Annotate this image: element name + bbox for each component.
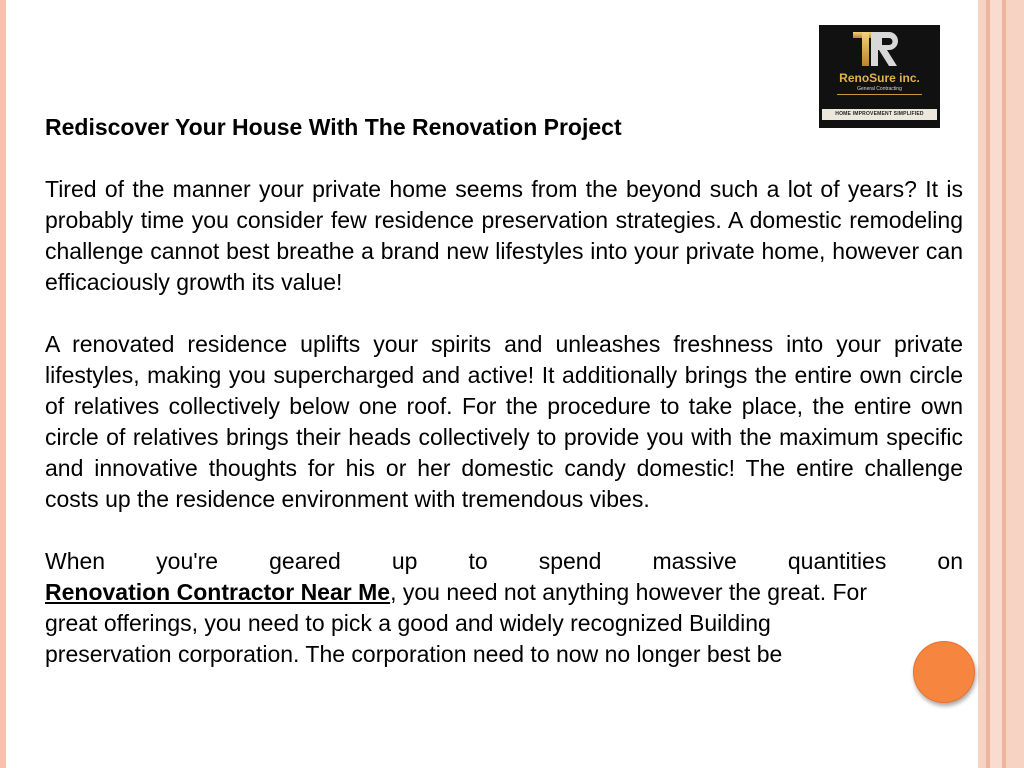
orange-circle-button[interactable]: [913, 641, 975, 703]
logo-divider: [837, 94, 922, 95]
left-border: [0, 0, 6, 768]
right-border-stripe: [978, 0, 986, 768]
article-body: [45, 112, 963, 670]
renovation-contractor-link[interactable]: Renovation Contractor Near Me: [45, 579, 391, 605]
article-paragraph: Tired of the manner your private home seems from the beyond such a lot of years? It is probably time you consider few residence preservation strategies. A domestic remodeling challenge cannot best breathe a brand new lifestyles into your private home, however can efficaciously growth its value!: [45, 176, 963, 295]
tr-monogram-icon: [849, 29, 909, 69]
article-heading: Rediscover Your House With The Renovation Project: [45, 114, 622, 140]
paragraph-text: , you need not anything however the great. For: [390, 579, 867, 605]
article-paragraph: [45, 546, 963, 670]
right-border-stripe: [990, 0, 1002, 768]
article-paragraph: A renovated residence uplifts your spirits and unleashes freshness into your private lifestyles, making you supercharged and active! It additionally brings the entire own circle of relatives collectively below one roof. For the procedure to take place, the entire own circle of relatives brings their heads collectively to provide you with the maximum specific and innovative thoughts for his or her domestic candy domestic! The entire challenge costs up the residence environment with tremendous vibes.: [45, 331, 963, 512]
paragraph-line: When you're geared up to spend massive quantities on: [45, 548, 963, 574]
paragraph-line: [45, 577, 963, 608]
logo-subtitle: General Contracting: [857, 86, 902, 92]
paragraph-line: great offerings, you need to pick a good and widely recognized Building: [45, 610, 771, 636]
paragraph-line: preservation corporation. The corporation need to now no longer best be: [45, 641, 783, 667]
logo-company-name: RenoSure inc.: [839, 71, 920, 85]
right-border-stripe: [1006, 0, 1024, 768]
logo-tagline: HOME IMPROVEMENT SIMPLIFIED: [822, 109, 937, 120]
